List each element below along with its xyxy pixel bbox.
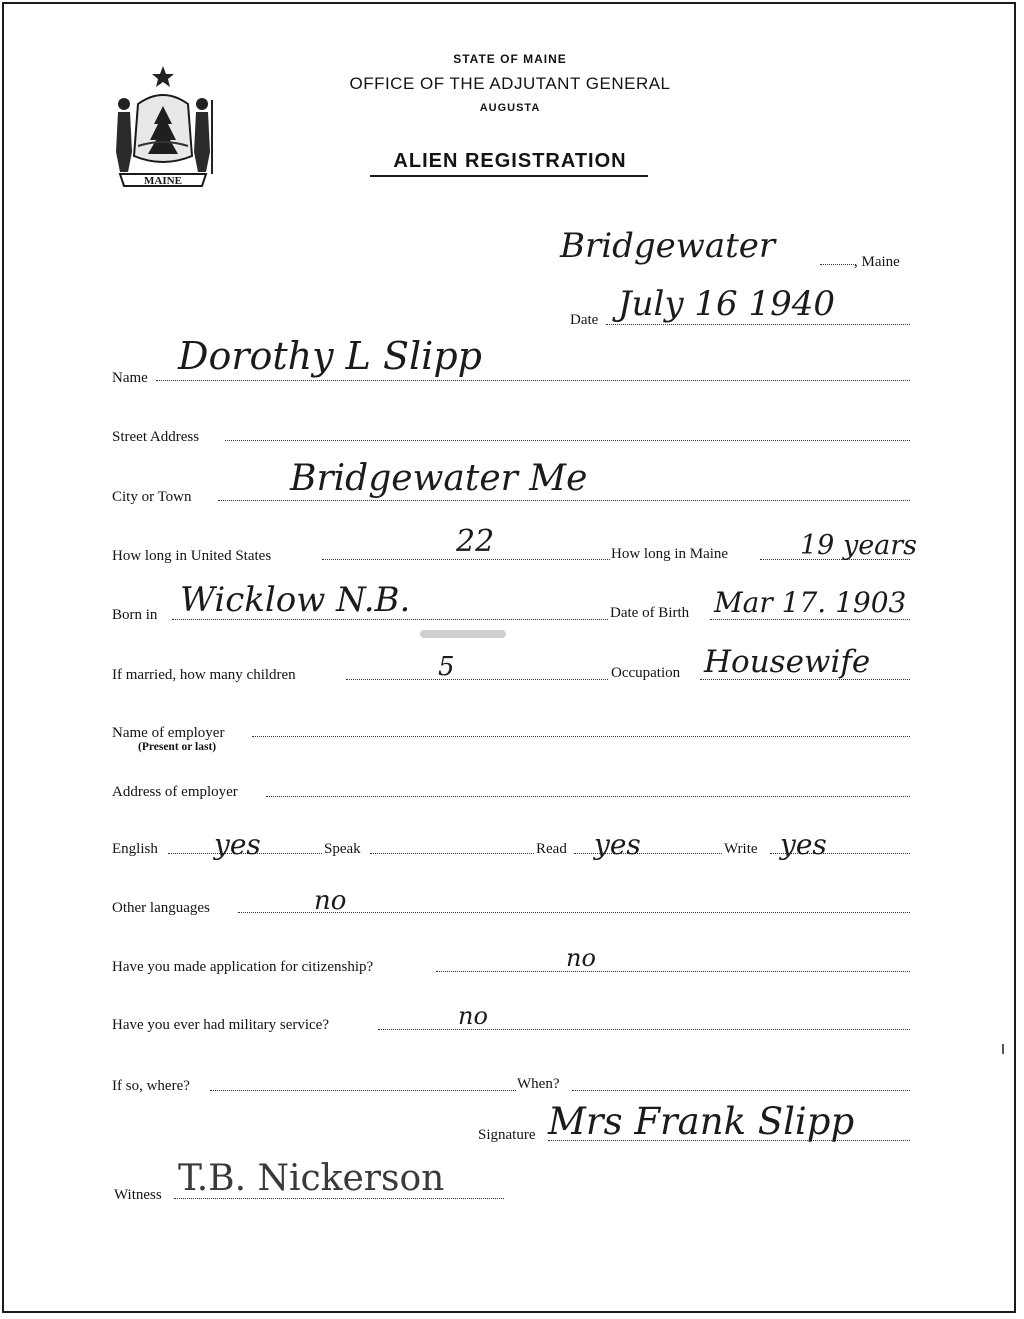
occupation-value: Housewife — [704, 644, 871, 680]
employer-address-label: Address of employer — [112, 784, 238, 800]
when-dots — [572, 1090, 910, 1091]
title-underline — [370, 175, 648, 177]
street-address-label: Street Address — [112, 429, 200, 445]
write-value: yes — [780, 828, 827, 861]
children-label: If married, how many children — [112, 667, 296, 683]
read-label: Read — [536, 841, 567, 857]
scan-mark — [1002, 1044, 1004, 1054]
office-heading: OFFICE OF THE ADJUTANT GENERAL — [349, 74, 671, 93]
maine-state-seal-icon — [108, 64, 218, 190]
employer-label: Name of employer — [112, 725, 225, 741]
where-dots — [210, 1090, 516, 1091]
military-label: Have you ever had military service? — [112, 1017, 329, 1033]
speak-label: Speak — [324, 841, 361, 857]
signature-value: Mrs Frank Slipp — [548, 1100, 855, 1143]
date-of-birth-dots — [710, 619, 910, 620]
other-languages-value: no — [314, 886, 347, 916]
signature-label: Signature — [478, 1127, 536, 1143]
name-dots — [156, 380, 910, 381]
children-dots — [346, 679, 608, 680]
how-long-us-value: 22 — [456, 524, 495, 559]
employer-dots — [252, 736, 910, 737]
date-dots — [606, 324, 910, 325]
where-label: If so, where? — [112, 1078, 190, 1094]
name-label: Name — [112, 370, 148, 386]
witness-label: Witness — [114, 1187, 162, 1203]
citizenship-value: no — [566, 944, 596, 972]
witness-value: T.B. Nickerson — [178, 1158, 445, 1199]
other-languages-label: Other languages — [112, 900, 210, 916]
speak-dots — [370, 853, 534, 854]
read-value: yes — [594, 828, 641, 861]
place-value: Bridgewater — [560, 226, 776, 266]
city-value: Bridgewater Me — [290, 458, 588, 499]
citizenship-label: Have you made application for citizenship? — [112, 959, 374, 975]
city-dots — [218, 500, 910, 501]
write-label: Write — [724, 841, 758, 857]
when-label: When? — [517, 1076, 560, 1092]
ink-smudge — [420, 630, 506, 638]
born-in-label: Born in — [112, 607, 158, 623]
employer-sublabel: (Present or last) — [138, 741, 217, 753]
children-value: 5 — [438, 652, 455, 682]
date-label: Date — [570, 312, 599, 328]
how-long-maine-value: 19 years — [800, 530, 918, 561]
how-long-maine-label: How long in Maine — [611, 546, 729, 562]
how-long-us-dots — [322, 559, 610, 560]
city-heading: AUGUSTA — [479, 102, 541, 114]
born-in-value: Wicklow N.B. — [180, 580, 411, 620]
citizenship-dots — [436, 971, 910, 972]
street-address-dots — [225, 440, 910, 441]
how-long-us-label: How long in United States — [112, 548, 272, 564]
employer-address-dots — [266, 796, 910, 797]
form-title: ALIEN REGISTRATION — [393, 150, 627, 172]
military-value: no — [458, 1002, 488, 1030]
city-label: City or Town — [112, 489, 192, 505]
occupation-label: Occupation — [611, 665, 681, 681]
place-dots — [820, 264, 856, 265]
date-value: July 16 1940 — [618, 284, 836, 324]
name-value: Dorothy L Slipp — [178, 334, 482, 378]
state-heading: STATE OF MAINE — [453, 52, 567, 66]
seal-banner-text: MAINE — [144, 175, 182, 187]
place-suffix: , Maine — [854, 254, 900, 270]
english-value: yes — [214, 828, 261, 861]
date-of-birth-label: Date of Birth — [610, 605, 690, 621]
english-label: English — [112, 841, 158, 857]
date-of-birth-value: Mar 17. 1903 — [714, 586, 907, 619]
